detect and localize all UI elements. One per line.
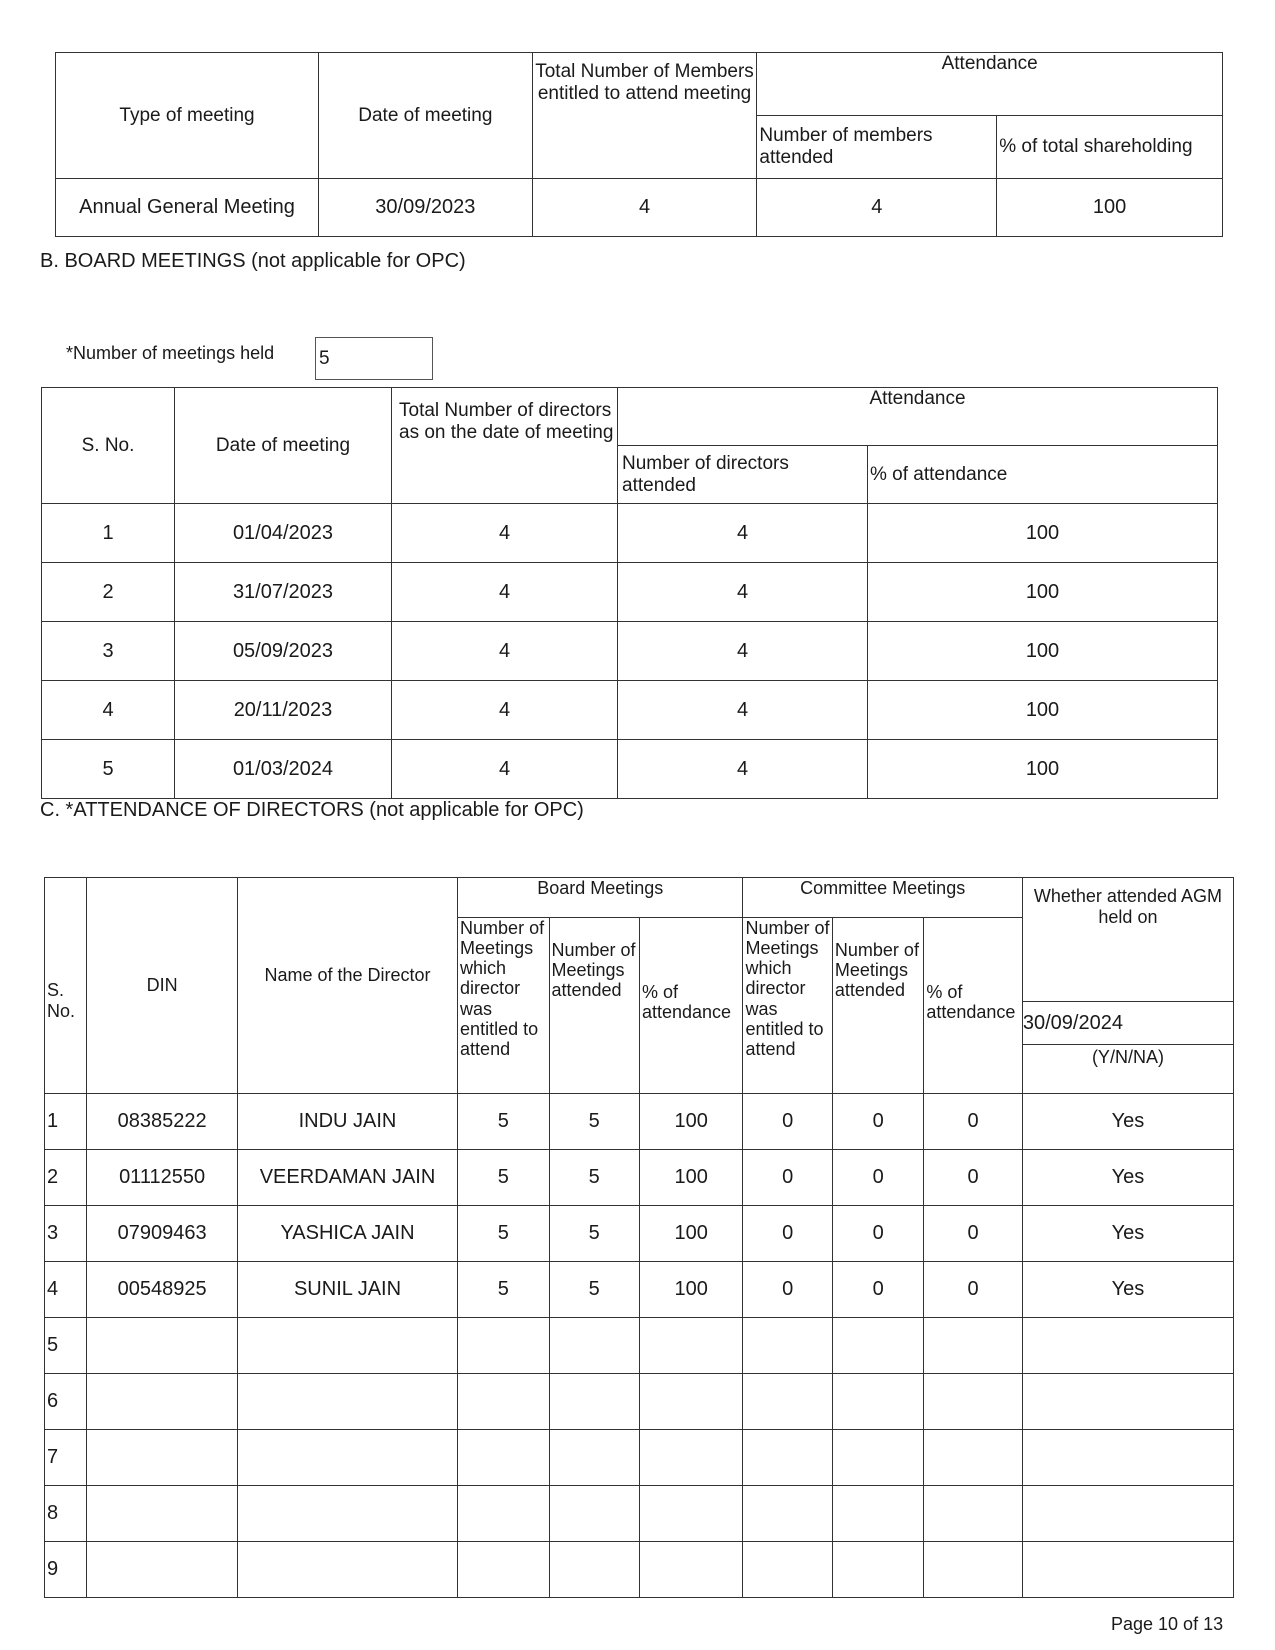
table-row (56, 179, 1223, 237)
section-c-title: C. *ATTENDANCE OF DIRECTORS (not applicable for OPC) (40, 799, 584, 821)
board-cell-date: 01/03/2024 (175, 740, 392, 799)
dir-header-agm: Whether attended AGM held on (1022, 878, 1233, 1002)
dir-cell-sno: 3 (45, 1206, 87, 1262)
dir-cell-name: VEERDAMAN JAIN (237, 1150, 457, 1206)
dir-cell-c-pct: 0 (924, 1206, 1023, 1262)
dir-cell-din (87, 1318, 238, 1374)
dir-header-agm-date: 30/09/2024 (1022, 1002, 1233, 1045)
dir-cell-name (237, 1430, 457, 1486)
board-cell-date: 05/09/2023 (175, 622, 392, 681)
dir-cell-c-att: 0 (832, 1206, 923, 1262)
table-row (45, 1094, 1234, 1150)
dir-cell-agm (1022, 1430, 1233, 1486)
board-header-directors-attended: Number of directors attended (618, 446, 868, 504)
dir-cell-name (237, 1318, 457, 1374)
dir-cell-din: 08385222 (87, 1094, 238, 1150)
dir-cell-b-pct: 100 (639, 1094, 743, 1150)
dir-cell-c-ent: 0 (743, 1206, 832, 1262)
dir-header-committee-meetings: Committee Meetings (743, 878, 1022, 918)
dir-cell-b-att: 5 (549, 1150, 639, 1206)
dir-cell-b-pct: 100 (639, 1206, 743, 1262)
dir-cell-c-ent: 0 (743, 1094, 832, 1150)
board-cell-sno: 2 (42, 563, 175, 622)
table-row (45, 1206, 1234, 1262)
table-row (42, 504, 1218, 563)
dir-cell-b-att (549, 1542, 639, 1598)
dir-cell-c-ent: 0 (743, 1150, 832, 1206)
dir-cell-c-att (832, 1542, 923, 1598)
dir-cell-c-att: 0 (832, 1094, 923, 1150)
board-cell-pct: 100 (868, 740, 1218, 799)
dir-cell-name (237, 1542, 457, 1598)
agm-header-pct-shareholding: % of total shareholding (997, 116, 1223, 179)
dir-cell-b-ent: 5 (458, 1262, 549, 1318)
dir-cell-c-pct (924, 1486, 1023, 1542)
board-cell-attended: 4 (618, 681, 868, 740)
agm-header-date: Date of meeting (319, 53, 533, 179)
board-cell-sno: 4 (42, 681, 175, 740)
dir-cell-c-ent (743, 1374, 832, 1430)
dir-cell-sno: 2 (45, 1150, 87, 1206)
dir-cell-din: 00548925 (87, 1262, 238, 1318)
dir-cell-c-ent (743, 1542, 832, 1598)
board-cell-sno: 5 (42, 740, 175, 799)
meetings-held-label: *Number of meetings held (66, 343, 275, 363)
dir-cell-b-att (549, 1374, 639, 1430)
dir-cell-b-ent (458, 1430, 549, 1486)
dir-cell-c-att: 0 (832, 1150, 923, 1206)
board-cell-pct: 100 (868, 504, 1218, 563)
board-cell-total: 4 (392, 681, 618, 740)
dir-header-board-entitled: Number of Meetings which director was entitled to attend (458, 918, 549, 1094)
dir-cell-b-pct (639, 1486, 743, 1542)
table-row (42, 622, 1218, 681)
dir-cell-b-att (549, 1318, 639, 1374)
table-row (42, 740, 1218, 799)
dir-header-committee-attended: Number of Meetings attended (832, 918, 923, 1094)
board-cell-date: 01/04/2023 (175, 504, 392, 563)
dir-header-name: Name of the Director (237, 878, 457, 1094)
dir-cell-b-att (549, 1430, 639, 1486)
agm-pct: 100 (997, 179, 1223, 237)
dir-cell-b-ent (458, 1318, 549, 1374)
dir-cell-sno: 7 (45, 1430, 87, 1486)
dir-cell-b-pct (639, 1542, 743, 1598)
board-header-date: Date of meeting (175, 388, 392, 504)
board-cell-date: 31/07/2023 (175, 563, 392, 622)
dir-cell-b-ent: 5 (458, 1206, 549, 1262)
agm-attended: 4 (757, 179, 997, 237)
dir-cell-agm (1022, 1486, 1233, 1542)
dir-header-board-attended: Number of Meetings attended (549, 918, 639, 1094)
dir-cell-din (87, 1430, 238, 1486)
dir-cell-c-ent: 0 (743, 1262, 832, 1318)
board-cell-sno: 3 (42, 622, 175, 681)
dir-cell-sno: 8 (45, 1486, 87, 1542)
dir-cell-din (87, 1374, 238, 1430)
dir-cell-c-att (832, 1318, 923, 1374)
dir-cell-sno: 5 (45, 1318, 87, 1374)
board-header-total-directors: Total Number of directors as on the date of meeting (392, 388, 618, 504)
dir-cell-agm: Yes (1022, 1262, 1233, 1318)
dir-cell-sno: 1 (45, 1094, 87, 1150)
dir-cell-sno: 6 (45, 1374, 87, 1430)
meetings-held-input[interactable]: 5 (315, 337, 433, 380)
board-cell-attended: 4 (618, 504, 868, 563)
table-row (45, 1430, 1234, 1486)
board-header-pct-attendance: % of attendance (868, 446, 1218, 504)
dir-cell-c-ent (743, 1318, 832, 1374)
dir-header-agm-yn: (Y/N/NA) (1022, 1045, 1233, 1094)
agm-header-type: Type of meeting (56, 53, 319, 179)
dir-cell-c-ent (743, 1486, 832, 1542)
board-cell-total: 4 (392, 740, 618, 799)
dir-cell-name: SUNIL JAIN (237, 1262, 457, 1318)
dir-cell-din (87, 1542, 238, 1598)
board-cell-date: 20/11/2023 (175, 681, 392, 740)
board-cell-sno: 1 (42, 504, 175, 563)
board-cell-attended: 4 (618, 622, 868, 681)
dir-cell-name: INDU JAIN (237, 1094, 457, 1150)
dir-cell-b-att: 5 (549, 1094, 639, 1150)
dir-cell-b-ent: 5 (458, 1150, 549, 1206)
dir-cell-b-pct: 100 (639, 1150, 743, 1206)
board-cell-total: 4 (392, 563, 618, 622)
dir-cell-agm (1022, 1374, 1233, 1430)
agm-header-members-attended: Number of members attended (757, 116, 997, 179)
dir-cell-din (87, 1486, 238, 1542)
table-row (45, 1486, 1234, 1542)
board-cell-attended: 4 (618, 563, 868, 622)
dir-cell-name: YASHICA JAIN (237, 1206, 457, 1262)
dir-cell-sno: 9 (45, 1542, 87, 1598)
board-cell-total: 4 (392, 504, 618, 563)
agm-type: Annual General Meeting (56, 179, 319, 237)
table-row (42, 563, 1218, 622)
dir-cell-b-pct (639, 1374, 743, 1430)
director-attendance-table (44, 877, 1234, 1598)
dir-cell-b-ent (458, 1486, 549, 1542)
dir-cell-b-att (549, 1486, 639, 1542)
dir-cell-name (237, 1374, 457, 1430)
board-meetings-table (41, 387, 1218, 799)
dir-cell-c-att (832, 1486, 923, 1542)
dir-cell-b-att: 5 (549, 1262, 639, 1318)
dir-cell-b-pct: 100 (639, 1262, 743, 1318)
dir-header-board-pct: % of attendance (639, 918, 743, 1094)
dir-cell-name (237, 1486, 457, 1542)
dir-cell-c-pct (924, 1542, 1023, 1598)
dir-cell-sno: 4 (45, 1262, 87, 1318)
dir-cell-c-pct (924, 1430, 1023, 1486)
board-cell-attended: 4 (618, 740, 868, 799)
table-row (45, 1374, 1234, 1430)
dir-cell-agm: Yes (1022, 1206, 1233, 1262)
dir-cell-agm (1022, 1318, 1233, 1374)
dir-cell-c-ent (743, 1430, 832, 1486)
section-b-title: B. BOARD MEETINGS (not applicable for OPC) (40, 250, 466, 272)
dir-cell-c-pct: 0 (924, 1094, 1023, 1150)
board-header-sno: S. No. (42, 388, 175, 504)
dir-cell-din: 07909463 (87, 1206, 238, 1262)
table-row (45, 1318, 1234, 1374)
agm-header-total-members: Total Number of Members entitled to attend meeting (532, 53, 757, 179)
dir-cell-c-att (832, 1430, 923, 1486)
dir-cell-agm (1022, 1542, 1233, 1598)
table-row (42, 681, 1218, 740)
dir-cell-c-att: 0 (832, 1262, 923, 1318)
dir-cell-c-pct (924, 1374, 1023, 1430)
dir-cell-agm: Yes (1022, 1150, 1233, 1206)
dir-cell-c-pct: 0 (924, 1262, 1023, 1318)
dir-cell-agm: Yes (1022, 1094, 1233, 1150)
dir-header-din: DIN (87, 878, 238, 1094)
board-cell-total: 4 (392, 622, 618, 681)
dir-header-committee-pct: % of attendance (924, 918, 1023, 1094)
dir-cell-b-ent: 5 (458, 1094, 549, 1150)
dir-cell-c-pct (924, 1318, 1023, 1374)
dir-cell-b-pct (639, 1318, 743, 1374)
board-cell-pct: 100 (868, 563, 1218, 622)
agm-header-attendance: Attendance (757, 53, 1223, 116)
agm-attendance-table (55, 52, 1223, 237)
dir-cell-b-ent (458, 1374, 549, 1430)
table-row (45, 1542, 1234, 1598)
board-header-attendance: Attendance (618, 388, 1218, 446)
dir-cell-din: 01112550 (87, 1150, 238, 1206)
dir-header-committee-entitled: Number of Meetings which director was entitled to attend (743, 918, 832, 1094)
dir-header-sno: S. No. (45, 878, 87, 1094)
agm-total: 4 (532, 179, 757, 237)
dir-cell-c-att (832, 1374, 923, 1430)
table-row (45, 1262, 1234, 1318)
page-number: Page 10 of 13 (1111, 1614, 1224, 1634)
board-cell-pct: 100 (868, 681, 1218, 740)
dir-cell-b-pct (639, 1430, 743, 1486)
agm-date: 30/09/2023 (319, 179, 533, 237)
board-cell-pct: 100 (868, 622, 1218, 681)
table-row (45, 1150, 1234, 1206)
dir-header-board-meetings: Board Meetings (458, 878, 743, 918)
dir-cell-c-pct: 0 (924, 1150, 1023, 1206)
dir-cell-b-att: 5 (549, 1206, 639, 1262)
dir-cell-b-ent (458, 1542, 549, 1598)
